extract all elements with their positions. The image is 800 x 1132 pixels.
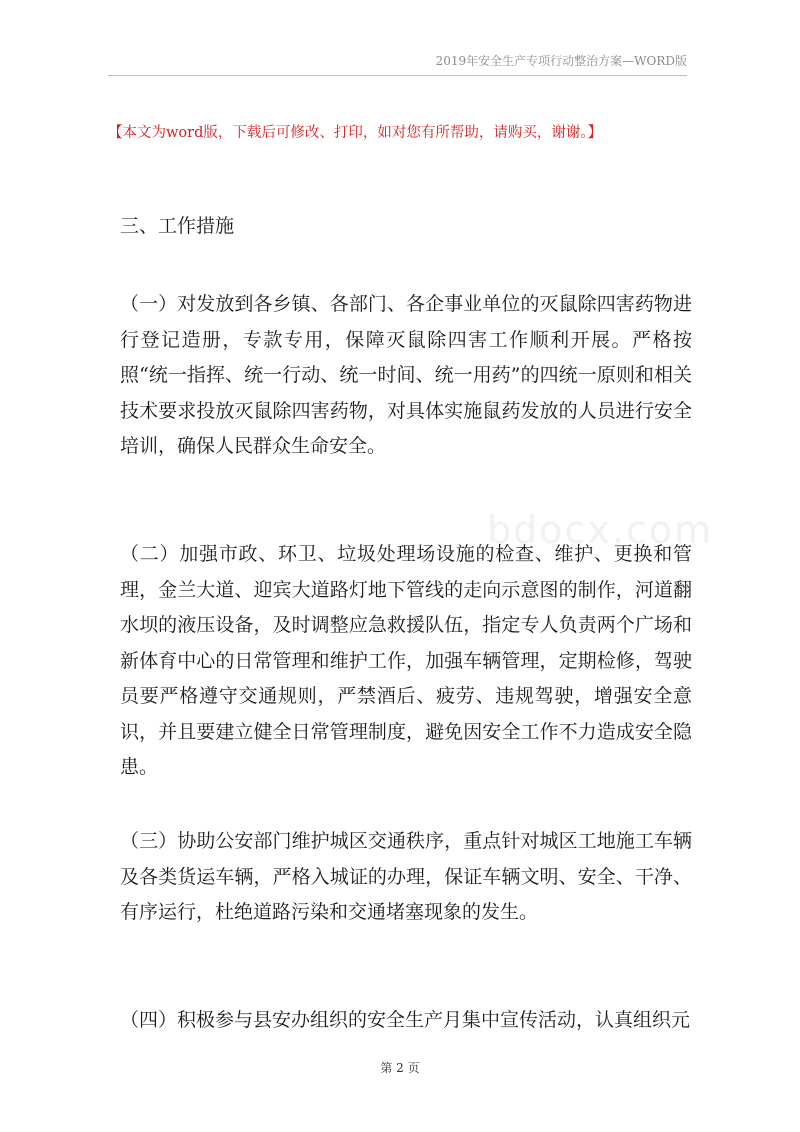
page-footer [0,1059,800,1076]
watermark: bdocx.com [487,508,714,552]
page-number: 第 2 页 [380,1061,420,1075]
paragraph-3: （三）协助公安部门维护城区交通秩序，重点针对城区工地施工车辆及各类货运车辆，严格入城证的办理，保证车辆文明、安全、干净、有序运行，杜绝道路污染和交通堵塞现象的发生。 [120,830,692,923]
paragraph-1: （一）对发放到各乡镇、各部门、各企事业单位的灭鼠除四害药物进行登记造册，专款专用，保障灭鼠除四害工作顺利开展。严格按照“统一指挥、统一行动、统一时间、统一用药”的四统一原则和相关技术要求投放灭鼠除四害药物，对具体实施鼠药发放的人员进行安全培训，确保人民群众生命安全。 [120,293,692,457]
purchase-notice: 【本文为word版，下载后可修改、打印，如对您有所帮助，请购买，谢谢。】 [108,125,603,141]
header-title: 2019年安全生产专项行动整治方案—WORD版 [435,54,687,68]
paragraph-2: （二）加强市政、环卫、垃圾处理场设施的检查、维护、更换和管理，金兰大道、迎宾大道路灯地下管线的走向示意图的制作，河道翻水坝的液压设备，及时调整应急救援队伍，指定专人负责两个广场和新体育中心的日常管理和维护工作，加强车辆管理，定期检修，驾驶员要严格遵守交通规则，严禁酒后、疲劳、违规驾驶，增强安全意识，并且要建立健全日常管理制度，避免因安全工作不力造成安全隐患。 [120,543,692,778]
page-header [108,52,687,76]
paragraph-4: （四）积极参与县安办组织的安全生产月集中宣传活动，认真组织元 [120,1009,691,1031]
section-title: 三、工作措施 [120,215,235,237]
